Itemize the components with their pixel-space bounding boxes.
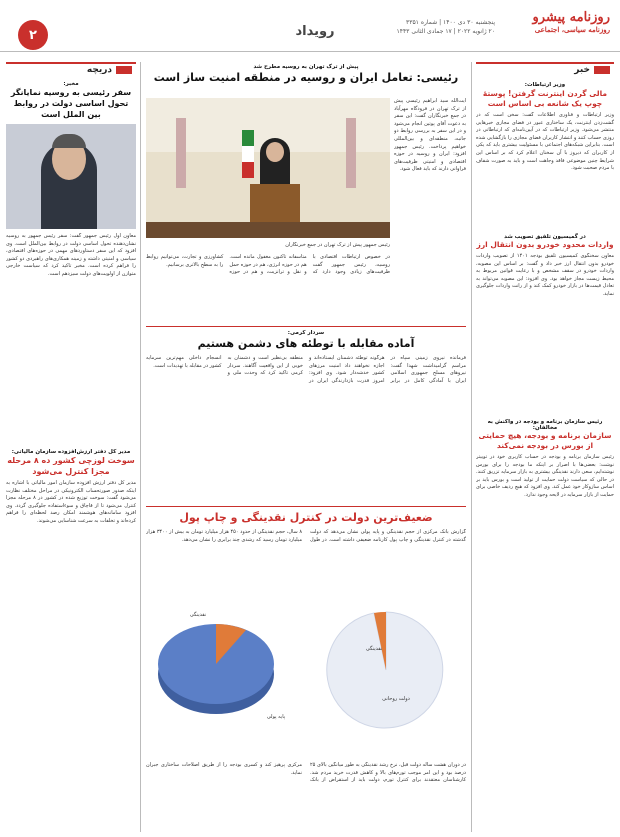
lead-kicker: پیش از ترک تهران به روسیه مطرح شد bbox=[253, 64, 359, 70]
page-number: ۲ bbox=[18, 20, 48, 50]
left-body: معاون اول رئیس جمهور گفت: سفر رئیس جمهور به روسیه نشان‌دهنده تحول اساسی دولت در روابط بین‌الملل است. وی افزود که این سفر دستاوردهای مهمی در حوزه‌های اقتصادی، سیاسی و امنیتی داشته و زمینه همکاری‌های راهبردی دو کشور را فراهم کرده است. مخبر تاکید کرد که سیاست خارجی متوازن از اولویت‌های دولت سیزدهم است. bbox=[6, 233, 136, 277]
pie1-label-a: نقدینگی bbox=[189, 612, 207, 618]
item2-body: معاون سخنگوی کمیسیون تلفیق بودجه ۱۴۰۱ از تصویب واردات خودرو بدون انتقال ارز خبر داد و گفت: بر اساس این مصوبه، واردات خودرو در سقف مشخص و با رعایت قوانین مربوط به محیط زیست مجاز خواهد بود. وی افزود: این مصوبه می‌تواند به تعادل قیمت‌ها در بازار خودرو کمک کند و از رانت واردات جلوگیری نماید. bbox=[476, 253, 614, 297]
item3-title: سازمان برنامه و بودجه، هیچ حمایتی از بورس در بودجه نمی‌کند bbox=[478, 431, 612, 450]
lower-title: ضعیف‌ترین دولت در کنترل نقدینگی و چاپ پول bbox=[179, 511, 433, 524]
section-rule bbox=[146, 506, 466, 507]
mid-body: فرمانده نیروی زمینی سپاه در مراسم گرامیداشت شهدا گفت: نیروهای مسلح جمهوری اسلامی ایران با آمادگی کامل در برابر هرگونه توطئه دشمنان ایستاده‌اند و اجازه نخواهند داد امنیت مرزهای کشور خدشه‌دار شود. وی افزود: امروز قدرت بازدارندگی ایران در منطقه بی‌نظیر است و دشمنان به خوبی از این واقعیت آگاهند. سردار کرمی تاکید کرد که وحدت ملی و انسجام داخلی مهم‌ترین سرمایه کشور در مقابله با تهدیدات است. bbox=[146, 355, 466, 384]
mid-title: آماده مقابله با توطئه های دشمن هستیم bbox=[197, 337, 415, 350]
pie-charts bbox=[146, 586, 466, 756]
pie2-label-b: دولت روحانی bbox=[382, 696, 410, 702]
dateline bbox=[295, 18, 495, 36]
dateline-persian: پنجشنبه ۳۰ دی ۱۴۰۰ | شماره ۳۳۵۱ bbox=[406, 19, 495, 26]
column-divider bbox=[140, 62, 141, 832]
label-bar bbox=[594, 66, 610, 74]
item2-kicker: در گمیسیون تلفیق تصویب شد bbox=[504, 234, 586, 240]
item1-title: مالی گردن اینترنت گرفتن! پوستهٔ چوپ یک شانعه بی اساس است bbox=[482, 89, 608, 108]
column-divider bbox=[471, 62, 472, 832]
logo-subtitle: روزنامه سیاسی، اجتماعی bbox=[534, 25, 610, 34]
pie2-label-a: نقدینگی bbox=[365, 646, 383, 652]
section-rule bbox=[146, 326, 466, 327]
section-title: رویداد bbox=[295, 24, 335, 39]
lead-story bbox=[146, 62, 466, 322]
left-item2-body: مدیر کل دفتر ارزش افزوده سازمان امور مالیاتی با اشاره به اینکه صدور صورتحساب الکترونیکی در مراحل مختلف نظارت می‌شود گفت: سوخت توزیع شده در کشور در ۸ مرحله مجزا کنترل می‌شود تا از قاچاق و سوء‌استفاده جلوگیری گردد. وی افزود سامانه‌های هوشمند امکان رصد لحظه‌ای را فراهم کرده‌اند و تخلفات به سرعت شناسایی می‌شوند. bbox=[6, 480, 136, 524]
left-column bbox=[6, 62, 136, 832]
item3-kicker: رئیس سازمان برنامه و بودجه در واکنش به مخالفان: bbox=[487, 419, 603, 431]
lead-title: رئیسی: تعامل ایران و روسیه در منطقه امنیت ساز است bbox=[153, 71, 459, 84]
dateline-gregorian: ۲۰ ژانویه ۲۰۲۲ | ۱۷ جمادی الثانی ۱۴۴۳ bbox=[396, 28, 495, 35]
lower-body-top: گزارش بانک مرکزی از حجم نقدینگی و پایه پولی نشان می‌دهد که دولت گذشته در کنترل نقدینگی و چاپ پول کارنامه ضعیفی داشته است. در طول ۸ سال، حجم نقدینگی از حدود ۴۵۰ هزار میلیارد تومان به بیش از ۳۴۰۰ هزار میلیارد تومان رسید که رشدی چند برابری را نشان می‌دهد. bbox=[146, 529, 466, 543]
label-bar bbox=[116, 66, 132, 74]
item2-title: واردات محدود خودرو بدون انتقال ارز bbox=[476, 240, 614, 249]
left-kicker: مخبر: bbox=[63, 81, 79, 87]
left-item2-kicker: مدیر کل دفتر ارزش‌افزوده سازمان مالیاتی: bbox=[11, 449, 131, 455]
lead-body-left: در خصوص ارتباطات اقتصادی با روسیه، رئیس جمهور گفت ظرفیت‌های زیادی وجود دارد که متأسفانه تاکنون مغفول مانده است. هم در حوزه انرژی، هم در حوزه حمل و نقل و ترانزیت، و هم در حوزه کشاورزی و تجارت، می‌توانیم روابط را به سطح بالاتری برسانیم. bbox=[146, 254, 390, 276]
item3-body: رئیس سازمان برنامه و بودجه در حساب کاربری خود در توییتر نوشت: بعضی‌ها با اصرار بر اینکه ما بودجه را برای بورس نوشته‌ایم، سعی دارند نقدینگی بیشتری به بازار سرمایه تزریق کنند. در حالی که سیاست دولت حمایت از تولید است و بورس باید بر اساس سازوکار خود عمل کند. وی افزود که هیچ ردیف خاصی برای حمایت از بازار سرمایه در لایحه وجود ندارد. bbox=[476, 454, 614, 498]
portrait-photo bbox=[6, 124, 136, 229]
right-column bbox=[476, 62, 614, 832]
news-label-text: خبر bbox=[574, 65, 590, 75]
item1-kicker: وزیر ارتباطات: bbox=[524, 82, 566, 88]
masthead bbox=[0, 0, 620, 52]
mid-kicker: سردار کرمی: bbox=[287, 330, 325, 336]
lower-story bbox=[146, 510, 466, 832]
logo-text: روزنامه پیشرو bbox=[532, 10, 610, 25]
window-label-text: دریچه bbox=[86, 65, 112, 75]
pie1-label-b: پایه پولی bbox=[266, 714, 286, 720]
lead-body-right: آیت‌الله سید ابراهیم رئیسی پیش از ترک تهران در فرودگاه مهرآباد در جمع خبرنگاران گفت: این سفر به دعوت آقای پوتین انجام می‌شود و در این سفر به بررسی روابط دو جانبه، منطقه‌ای و بین‌المللی خواهیم پرداخت. رئیس جمهور افزود: ایران و روسیه در حوزه اقتصادی و امنیتی ظرفیت‌های فراوانی دارند که باید فعال شود. bbox=[394, 98, 466, 173]
item1-body: وزیر ارتباطات و فناوری اطلاعات گفت: سخن است که در گشت‌زدن اینترنت، یک ساختاری عبور در فضای مجازی خبرهایی منتشر می‌شود. وزیر ارتباطات که در آیین‌نامه‌ای که ارتباطاتی در روزی حساب کنند و انتشار کاربران فضای مجازی را بازگشایی شده است. بنابراین شبکه‌های اجتماعی با مسئولیت بیشتری باید که یکی از کاربران که دیروز با آن سخنان اعلام کرد که بر اساس این شرایط چنین موضوعی فاقد وجاهت است و باید به صورت شفاف با مردم صحبت شود. bbox=[476, 112, 614, 172]
mid-story bbox=[146, 330, 466, 500]
window-label bbox=[6, 62, 136, 76]
pie-chart-right bbox=[327, 612, 443, 728]
newspaper-logo bbox=[500, 10, 610, 34]
pie-chart-left bbox=[158, 611, 286, 720]
lead-caption: رئیس جمهور پیش از ترک تهران در جمع خبرنگاران bbox=[285, 242, 390, 248]
left-item2-title: سوخت لوزچی کشور ده ۸ مرحله مجزا کنترل می‌شود bbox=[7, 456, 135, 476]
lead-photo bbox=[146, 98, 390, 238]
news-label bbox=[476, 62, 614, 76]
left-title: سفر رئیسی به روسیه نمایانگر تحول اساسی دولت در روابط بین الملل است bbox=[10, 88, 132, 119]
lower-body-bottom: در دوران هشت ساله دولت قبل، نرخ رشد نقدینگی به طور میانگین بالای ۲۵ درصد بود و این امر موجب تورم‌های بالا و کاهش قدرت خرید مردم شد. کارشناسان معتقدند برای کنترل تورم، دولت باید از استقراض از بانک مرکزی پرهیز کند و کسری بودجه را از طریق اصلاحات ساختاری جبران نماید. bbox=[146, 762, 466, 784]
